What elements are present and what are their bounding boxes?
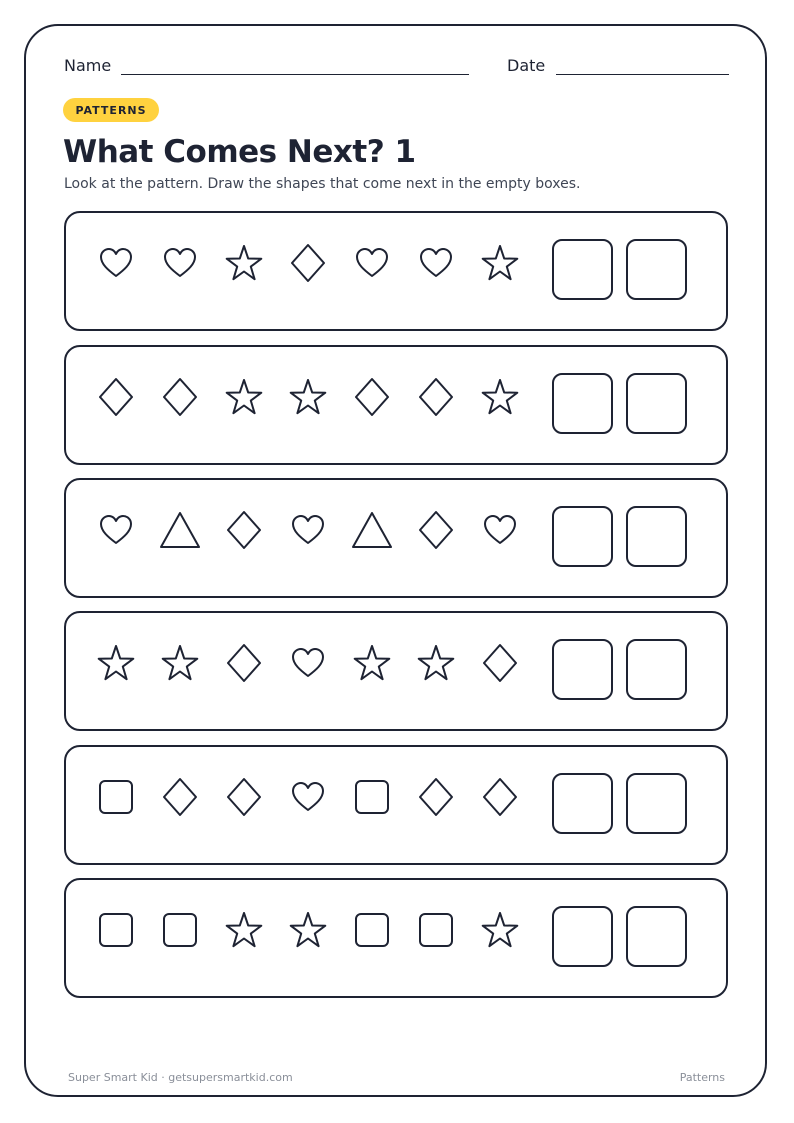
- star-icon: [416, 643, 456, 683]
- square-icon: [352, 910, 392, 950]
- heart-icon: [480, 510, 520, 550]
- diamond-icon: [416, 777, 456, 817]
- category-badge: PATTERNS: [63, 98, 159, 122]
- footer-site: Super Smart Kid · getsupersmartkid.com: [68, 1071, 293, 1084]
- diamond-icon: [480, 643, 520, 683]
- heart-icon: [96, 243, 136, 283]
- footer-topic: Patterns: [679, 1071, 725, 1084]
- pattern-row: [64, 345, 728, 465]
- star-icon: [480, 377, 520, 417]
- square-icon: [96, 910, 136, 950]
- diamond-icon: [352, 377, 392, 417]
- answer-box[interactable]: [626, 239, 687, 300]
- diamond-icon: [224, 643, 264, 683]
- answer-box[interactable]: [552, 239, 613, 300]
- answer-box[interactable]: [626, 506, 687, 567]
- pattern-row: [64, 478, 728, 598]
- pattern-row: [64, 211, 728, 331]
- answer-box[interactable]: [552, 639, 613, 700]
- star-icon: [160, 643, 200, 683]
- page-title: What Comes Next? 1: [63, 134, 416, 170]
- diamond-icon: [288, 243, 328, 283]
- triangle-icon: [352, 510, 392, 550]
- diamond-icon: [160, 777, 200, 817]
- diamond-icon: [160, 377, 200, 417]
- answer-box[interactable]: [552, 773, 613, 834]
- diamond-icon: [224, 777, 264, 817]
- answer-box[interactable]: [626, 773, 687, 834]
- star-icon: [288, 910, 328, 950]
- date-label: Date: [507, 56, 546, 75]
- square-icon: [96, 777, 136, 817]
- heart-icon: [288, 643, 328, 683]
- pattern-row: [64, 745, 728, 865]
- pattern-row: [64, 878, 728, 998]
- square-icon: [416, 910, 456, 950]
- heart-icon: [288, 510, 328, 550]
- star-icon: [352, 643, 392, 683]
- date-line[interactable]: [556, 74, 729, 75]
- diamond-icon: [96, 377, 136, 417]
- answer-box[interactable]: [626, 639, 687, 700]
- answer-box[interactable]: [626, 906, 687, 967]
- triangle-icon: [160, 510, 200, 550]
- heart-icon: [160, 243, 200, 283]
- heart-icon: [288, 777, 328, 817]
- answer-box[interactable]: [552, 373, 613, 434]
- answer-box[interactable]: [552, 906, 613, 967]
- diamond-icon: [480, 777, 520, 817]
- name-label: Name: [64, 56, 112, 75]
- square-icon: [160, 910, 200, 950]
- heart-icon: [416, 243, 456, 283]
- star-icon: [288, 377, 328, 417]
- diamond-icon: [416, 510, 456, 550]
- star-icon: [96, 643, 136, 683]
- star-icon: [480, 243, 520, 283]
- star-icon: [224, 243, 264, 283]
- star-icon: [480, 910, 520, 950]
- answer-box[interactable]: [626, 373, 687, 434]
- heart-icon: [352, 243, 392, 283]
- square-icon: [352, 777, 392, 817]
- pattern-row: [64, 611, 728, 731]
- heart-icon: [96, 510, 136, 550]
- star-icon: [224, 910, 264, 950]
- star-icon: [224, 377, 264, 417]
- diamond-icon: [416, 377, 456, 417]
- name-line[interactable]: [121, 74, 469, 75]
- answer-box[interactable]: [552, 506, 613, 567]
- diamond-icon: [224, 510, 264, 550]
- instructions-text: Look at the pattern. Draw the shapes that come next in the empty boxes.: [64, 176, 581, 192]
